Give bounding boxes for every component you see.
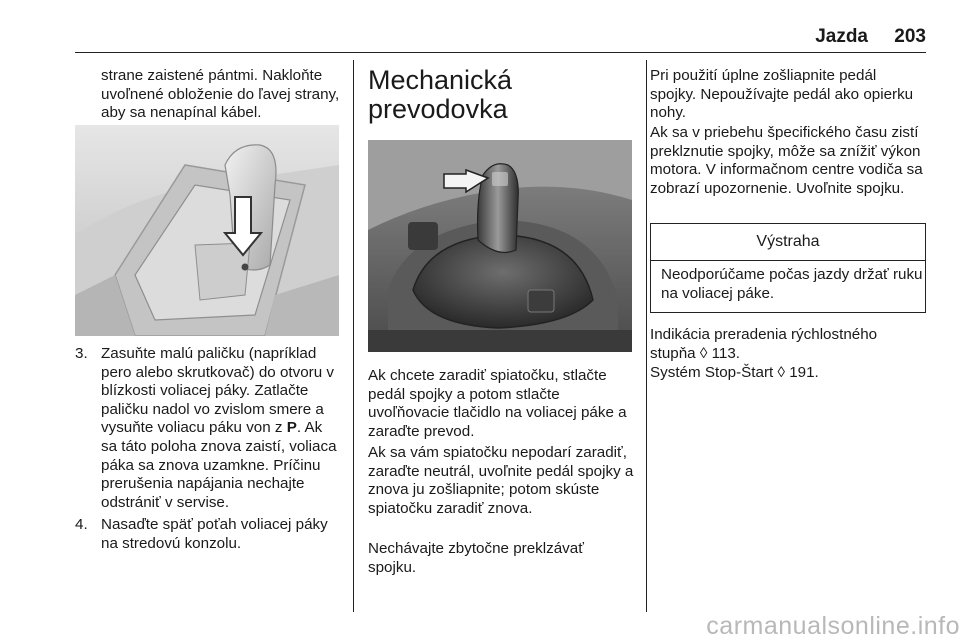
step-3-number: 3. [75,345,88,362]
automatic-selector-lever-photo [75,125,339,336]
page-ref-link[interactable]: 191. [789,364,819,381]
watermark: carmanualsonline.info [706,612,960,640]
step-3-text: Zasuňte malú paličku (napríklad pero alebo skrutkovač) do otvoru v blízkosti voliacej páky. Zatlačte paličku nadol vo zvislom smere a vysuňte voliacu páku von z P. Ak sa táto poloha znova zaistí, voliaca páka sa znova uzamkne. Príčinu prerušenia napájania nechajte odstrániť v servise. [101,345,337,511]
page-header-title: Jazda [815,26,868,47]
page-ref-arrow-icon: ◊ [699,344,708,362]
section-heading: Mechanická prevodovka [368,65,513,124]
right-paragraph-1: Pri použití úplne zošliapnite pedál spojky. Nepoužívajte pedál ako opierku nohy. [650,67,914,122]
page-number: 203 [894,26,926,47]
step-4-text: Nasaďte späť poťah voliacej páky na stredovú konzolu. [101,516,328,552]
column-divider-left [353,60,354,612]
middle-paragraph-3: Nechávajte zbytočne preklzávať spojku. [368,540,584,576]
lead-paragraph: strane zaistené pántmi. Nakloňte uvoľnené obloženie do ľavej strany, aby sa nenapínal kábel. [101,67,340,122]
warning-text: Neodporúčame počas jazdy držať ruku na voliacej páke. [661,266,923,302]
middle-paragraph-2: Ak sa vám spiatočku nepodarí zaradiť, zaraďte neutrál, uvoľnite pedál spojky a znova ju zošliapnite; potom skúste spiatočku zaradiť znova. [368,444,634,517]
page-ref-arrow-icon: ◊ [777,364,785,381]
right-paragraph-2: Ak sa v priebehu špecifického času zistí preklznutie spojky, môže sa znížiť výkon motora. V informačnom centre vodiča sa zobrazí upozornenie. Uvoľnite spojku. [650,124,923,197]
manual-gear-lever-photo [368,140,632,352]
shift-indicator-reference: Indikácia preradenia rýchlostného stupňa ◊ 113. [650,326,878,362]
stop-start-reference: Systém Stop-Štart ◊ 191. [650,364,819,381]
warning-box [650,223,926,313]
column-divider-right [646,60,647,612]
warning-title: Výstraha [651,224,925,261]
gear-position-p: P [286,419,297,437]
page-ref-link[interactable]: 113. [711,344,741,362]
header-rule [75,52,926,53]
step-4-number: 4. [75,516,88,533]
middle-paragraph-1: Ak chcete zaradiť spiatočku, stlačte pedál spojky a potom stlačte uvoľňovacie tlačidlo na voliacej páke a zaraďte prevod. [368,367,627,440]
